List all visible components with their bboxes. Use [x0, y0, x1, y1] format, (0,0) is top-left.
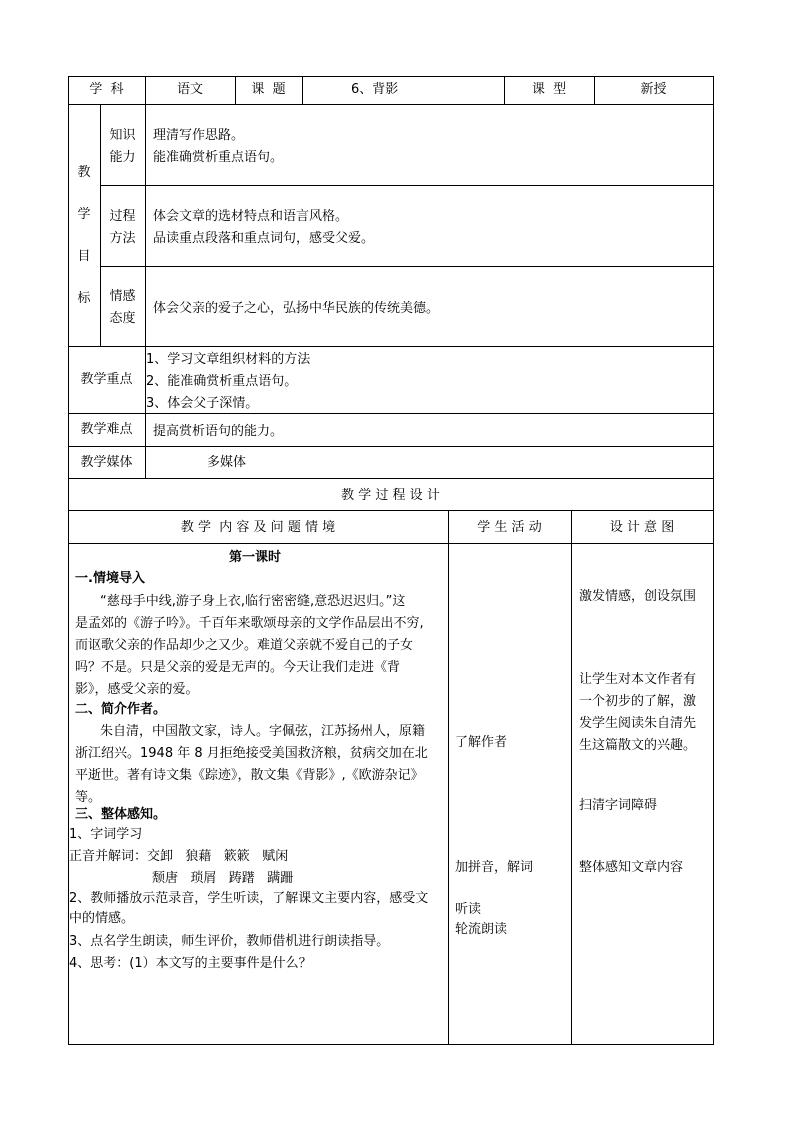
- emotion-label: 态度: [109, 311, 136, 326]
- paragraph-line: 吗？不是。只是父亲的爱是无声的。今天让我们走进《背: [75, 660, 401, 675]
- row-line: [68, 413, 714, 414]
- media-text: 多媒体: [207, 455, 247, 470]
- vocab-heading: 1、字词学习: [69, 827, 143, 842]
- process-line: 体会文章的选材特点和语言风格。: [153, 209, 349, 224]
- design-intent-line: 一个初步的了解，激: [579, 694, 697, 709]
- knowledge-label: 知识: [109, 128, 136, 143]
- column-header-intent: 设 计 意 图: [609, 520, 675, 535]
- key-points-label: 教学重点: [80, 372, 133, 387]
- row-line: [68, 1044, 714, 1045]
- col-line: [302, 76, 303, 104]
- knowledge-line: 理清写作思路。: [153, 128, 245, 143]
- row-line: [100, 266, 714, 267]
- goals-label-char: 标: [77, 291, 91, 306]
- row-line: [68, 346, 714, 347]
- emotion-line: 体会父亲的爱子之心，弘扬中华民族的传统美德。: [153, 301, 440, 316]
- design-intent-line: 发学生阅读朱自清先: [579, 716, 697, 731]
- column-header-student: 学 生 活 动: [477, 520, 542, 535]
- paragraph-line: 而讴歌父亲的作品却少之又少。难道父亲就不爱自己的子女: [75, 638, 414, 653]
- design-intent-line: 让学生对本文作者有: [579, 672, 697, 687]
- section-heading: 二、简介作者。: [75, 702, 167, 717]
- goals-label-char: 教: [77, 165, 91, 180]
- design-intent: 扫清字词障碍: [579, 798, 658, 813]
- subject-label: 学 科: [89, 82, 124, 97]
- column-header-content: 教 学 内 容 及 问 题 情 境: [180, 520, 336, 535]
- paragraph-line: 等。: [75, 790, 102, 805]
- goals-label-char: 学: [77, 207, 91, 222]
- paragraph-line: 影》，感受父亲的爱。: [75, 682, 199, 697]
- student-activity: 听读: [455, 902, 482, 917]
- step-line: 3、点名学生朗读，师生评价，教师借机进行朗读指导。: [69, 934, 390, 949]
- lesson-title: 第一课时: [229, 550, 282, 565]
- row-line: [100, 185, 714, 186]
- step-line: 4、思考：(1）本文写的主要事件是什么？: [69, 956, 312, 971]
- paragraph-line: 平逝世。著有诗文集《踪迹》，散文集《背影》,《欧游杂记》: [75, 768, 424, 783]
- goals-label-char: 目: [77, 249, 91, 264]
- process-design-title: 教 学 过 程 设 计: [341, 488, 440, 503]
- process-line: 品读重点段落和重点词句，感受父爱。: [153, 231, 375, 246]
- col-line: [571, 510, 572, 1044]
- section-heading: 三、整体感知。: [75, 807, 167, 822]
- design-intent: 激发情感，创设氛围: [579, 589, 697, 604]
- key-point-line: 3、体会父子深情。: [146, 396, 259, 411]
- key-point-line: 2、能准确赏析重点语句。: [146, 374, 298, 389]
- row-line: [68, 510, 714, 511]
- col-line: [145, 104, 146, 346]
- student-activity: 了解作者: [455, 735, 508, 750]
- knowledge-label: 能力: [109, 150, 136, 165]
- difficulty-text: 提高赏析语句的能力。: [153, 424, 284, 439]
- row-line: [68, 104, 714, 105]
- paragraph-line: 朱自清，中国散文家，诗人。字佩弦，江苏扬州人，原籍: [100, 724, 426, 739]
- knowledge-line: 能准确赏析重点语句。: [153, 150, 284, 165]
- process-label: 过程: [109, 209, 136, 224]
- student-activity: 轮流朗读: [455, 922, 508, 937]
- paragraph-line: 浙江绍兴。1948 年 8 月拒绝接受美国救济粮，贫病交加在北: [75, 746, 428, 761]
- section-heading: 一.情境导入: [75, 571, 145, 586]
- row-line: [68, 478, 714, 479]
- topic-label: 课 题: [251, 82, 286, 97]
- process-label: 方法: [109, 231, 136, 246]
- design-intent-line: 生这篇散文的兴趣。: [579, 738, 697, 753]
- key-point-line: 1、学习文章组织材料的方法: [146, 352, 311, 367]
- paragraph-line: 是孟郊的《游子吟》。千百年来歌颂母亲的文学作品层出不穷,: [75, 616, 424, 631]
- emotion-label: 情感: [109, 289, 136, 304]
- content-cell: [69, 544, 448, 1044]
- vocab-line: 颓唐 琐屑 踌躇 蹒跚: [152, 871, 294, 886]
- step-line: 中的情感。: [69, 911, 135, 926]
- vocab-line: 正音并解词：交卸 狼藉 簌簌 赋闲: [69, 849, 289, 864]
- difficulty-label: 教学难点: [80, 422, 133, 437]
- subject-value: 语文: [176, 82, 203, 97]
- type-value: 新授: [640, 82, 667, 97]
- design-intent: 整体感知文章内容: [579, 860, 684, 875]
- student-activity: 加拼音，解词: [455, 860, 534, 875]
- type-label: 课 型: [531, 82, 567, 97]
- col-line: [713, 76, 714, 1045]
- paragraph-line: “慈母手中线,游子身上衣,临行密密缝,意恐迟迟归。”这: [100, 594, 406, 609]
- row-line: [68, 446, 714, 447]
- col-line: [448, 510, 449, 1044]
- row-line: [68, 76, 714, 77]
- media-label: 教学媒体: [80, 455, 133, 470]
- topic-value: 6、背影: [351, 82, 399, 97]
- step-line: 2、教师播放示范录音，学生听读，了解课文主要内容，感受文: [69, 891, 429, 906]
